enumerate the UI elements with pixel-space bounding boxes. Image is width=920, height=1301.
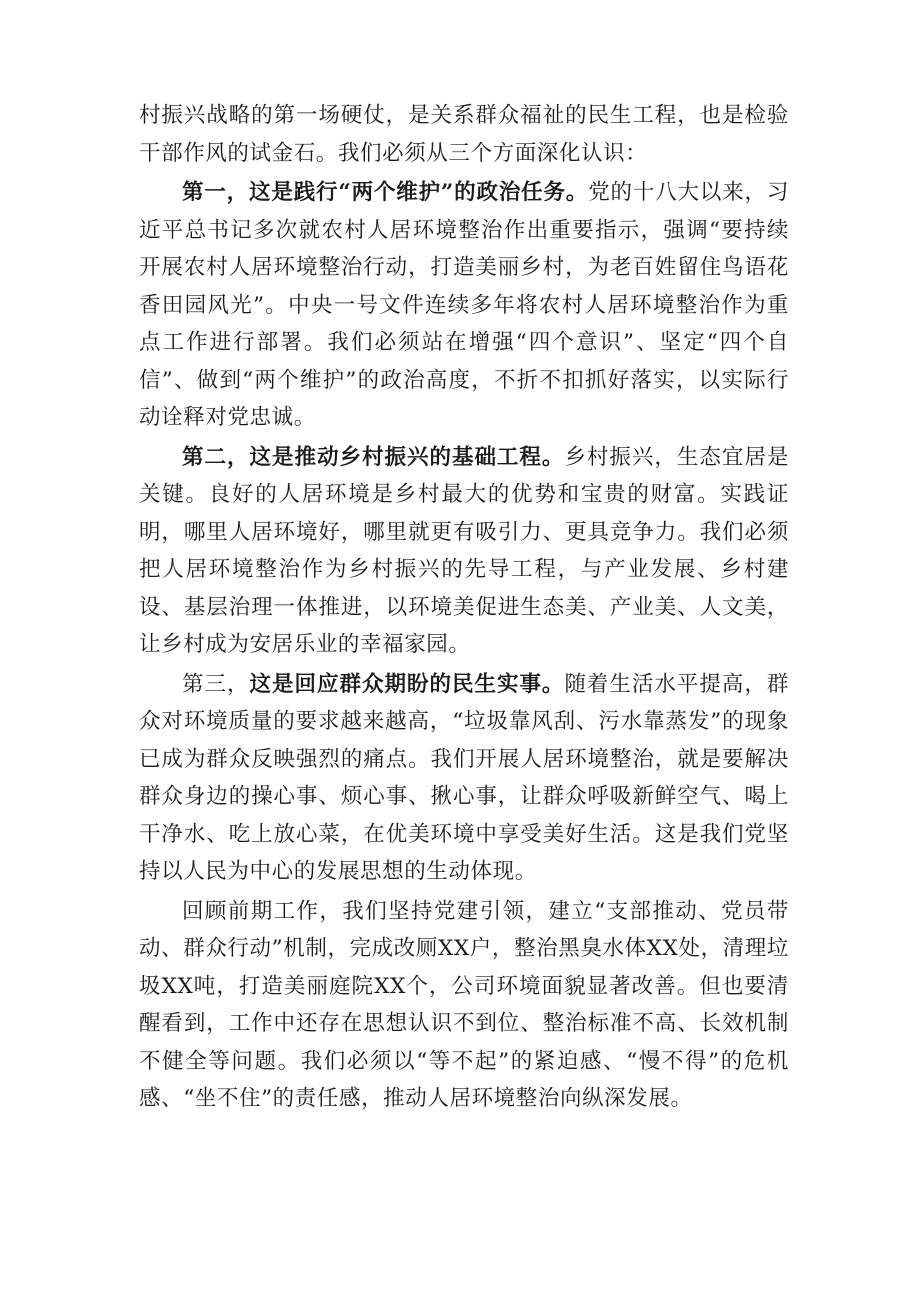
paragraph-text: 随着生活水平提高，群众对环境质量的要求越来越高，“垃圾靠风刮、污水靠蒸发”的现象已成为群众反映强烈的痛点。我们开展人居环境整治，就是要解决群众身边的操心事、烦心事、揪心事，让群众呼吸新鲜空气、喝上干净水、吃上放心菜，在优美环境中享受美好生活。这是我们党坚持以人民为中心的发展思想的生动体现。 (139, 671, 789, 884)
document-body (139, 97, 789, 1120)
paragraph-lead-plain: 第三， (182, 671, 250, 697)
paragraph-point-two (139, 439, 789, 664)
paragraph-text: 村振兴战略的第一场硬仗，是关系群众福祉的民生工程，也是检验干部作风的试金石。我们必须从三个方面深化认识： (139, 103, 789, 166)
paragraph-text: 党的十八大以来，习近平总书记多次就农村人居环境整治作出重要指示，强调“要持续开展农村人居环境整治行动，打造美丽乡村，为老百姓留住鸟语花香田园风光”。中央一号文件连续多年将农村人居环境整治作为重点工作进行部署。我们必须站在增强“四个意识”、坚定“四个自信”、做到“两个维护”的政治高度，不折不扣抓好落实，以实际行动诠释对党忠诚。 (139, 180, 790, 430)
paragraph-intro (139, 97, 789, 172)
paragraph-text: 乡村振兴，生态宜居是关键。良好的人居环境是乡村最大的优势和宝贵的财富。实践证明，哪里人居环境好，哪里就更有吸引力、更具竞争力。我们必须把人居环境整治作为乡村振兴的先导工程，与产业发展、乡村建设、基层治理一体推进，以环境美促进生态美、产业美、人文美，让乡村成为安居乐业的幸福家园。 (139, 444, 789, 657)
paragraph-review (139, 893, 789, 1118)
paragraph-text: 回顾前期工作，我们坚持党建引领，建立“支部推动、党员带动、群众行动”机制，完成改厕XX户，整治黑臭水体XX处，清理垃圾XX吨，打造美丽庭院XX个，公司环境面貌显著改善。但也要清醒看到，工作中还存在思想认识不到位、整治标准不高、长效机制不健全等问题。我们必须以“等不起”的紧迫感、“慢不得”的危机感、“坐不住”的责任感，推动人居环境整治向纵深发展。 (139, 898, 789, 1111)
paragraph-lead: 第二，这是推动乡村振兴的基础工程。 (182, 444, 565, 470)
paragraph-point-three (139, 666, 789, 891)
paragraph-point-one (139, 174, 789, 437)
paragraph-lead: 这是回应群众期盼的民生实事。 (249, 671, 565, 697)
paragraph-lead: 第一，这是践行“两个维护”的政治任务。 (182, 180, 589, 205)
